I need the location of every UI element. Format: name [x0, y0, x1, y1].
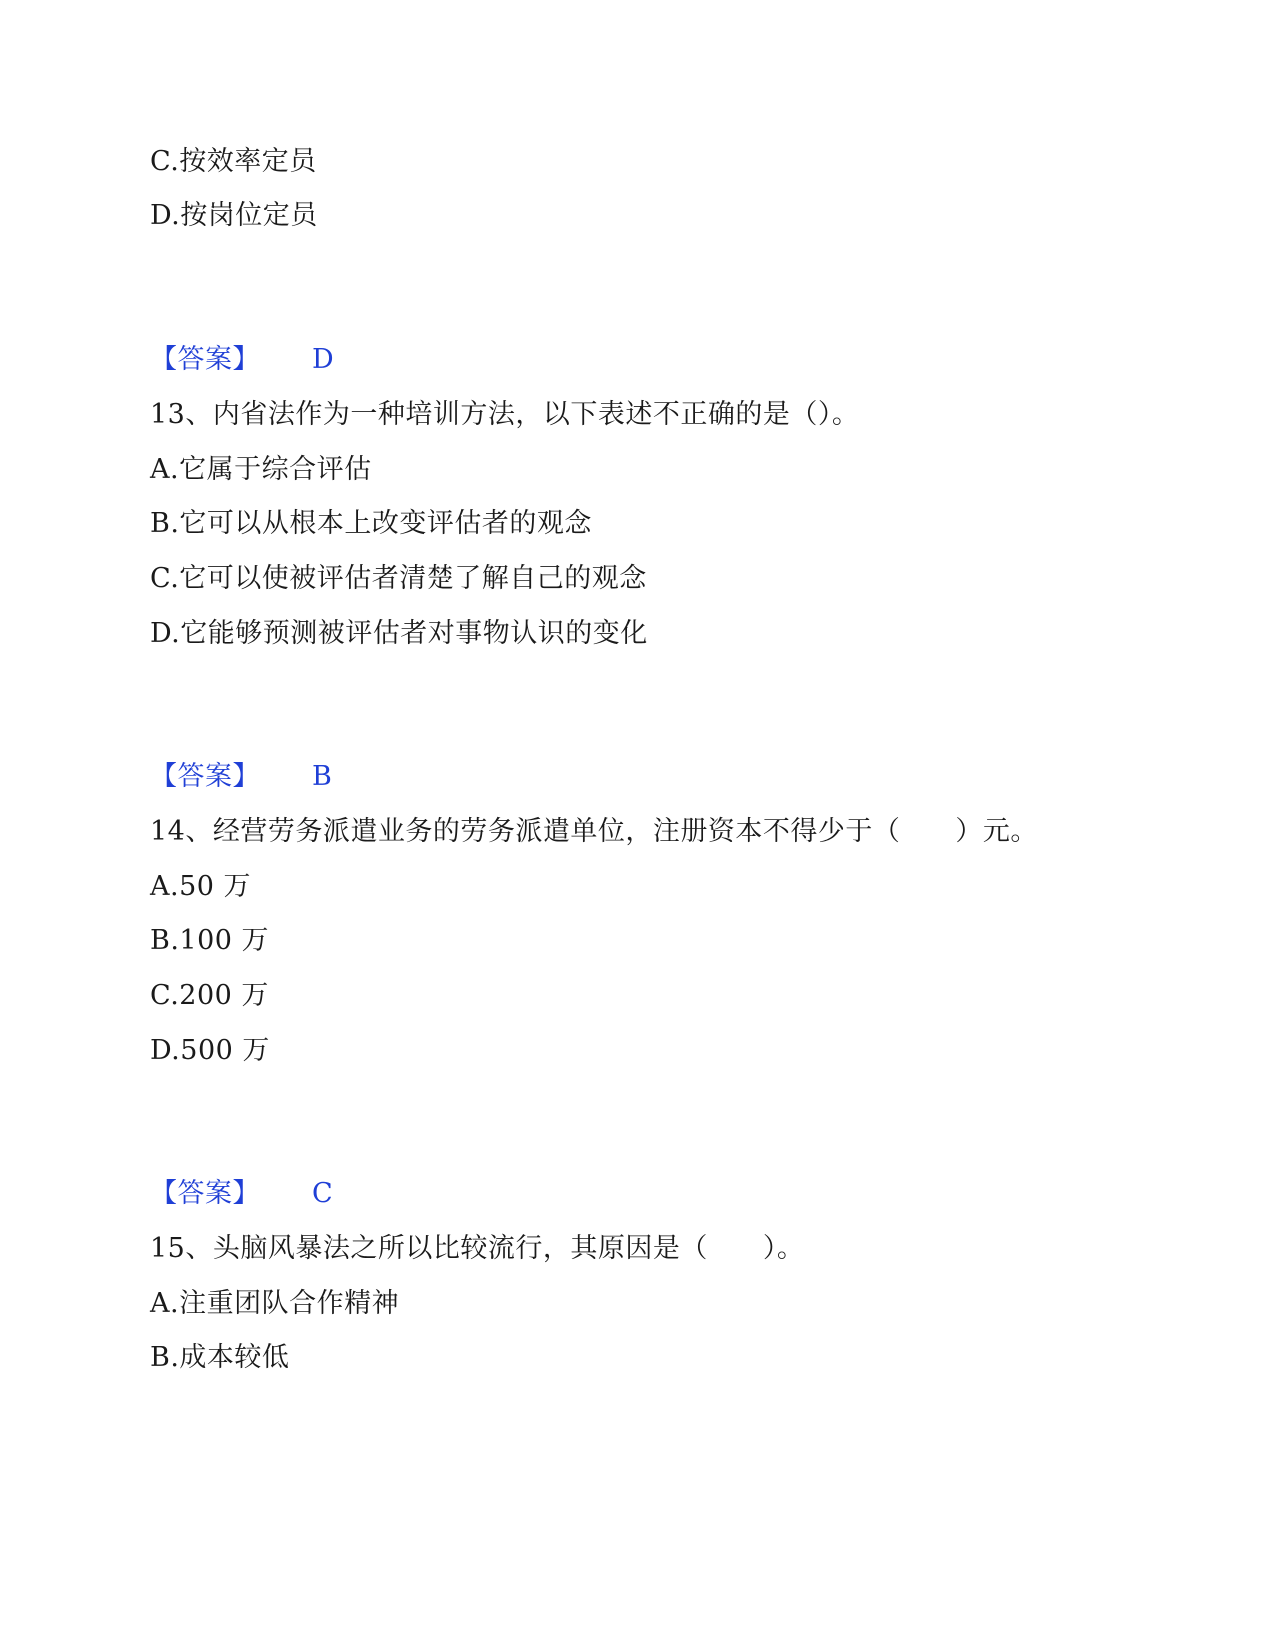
- answer-label: 【答案】: [150, 344, 260, 375]
- question-15-option-a: A.注重团队合作精神: [150, 1288, 400, 1319]
- question-13-option-c: C.它可以使被评估者清楚了解自己的观念: [150, 563, 647, 594]
- question-13-stem: 13、内省法作为一种培训方法，以下表述不正确的是（）。: [150, 399, 860, 430]
- question-13-option-b: B.它可以从根本上改变评估者的观念: [150, 508, 592, 539]
- question-13-option-a: A.它属于综合评估: [150, 454, 372, 485]
- question-15-option-b: B.成本较低: [150, 1342, 290, 1373]
- answer-label: 【答案】: [150, 1178, 260, 1209]
- question-15-stem: 15、头脑风暴法之所以比较流行，其原因是（ ）。: [150, 1233, 805, 1264]
- question-14-stem: 14、经营劳务派遣业务的劳务派遣单位，注册资本不得少于（ ）元。: [150, 816, 1038, 847]
- answer-label: 【答案】: [150, 761, 260, 792]
- answer-value: B: [312, 761, 333, 792]
- question-14-option-d: D.500 万: [150, 1035, 270, 1066]
- question-14-option-c: C.200 万: [150, 980, 269, 1011]
- answer-line: [150, 340, 334, 380]
- answer-value: C: [312, 1178, 334, 1209]
- question-14-option-b: B.100 万: [150, 925, 270, 956]
- question-14-option-a: A.50 万: [150, 871, 252, 902]
- answer-line: [150, 757, 332, 797]
- option-c: C.按效率定员: [150, 146, 317, 177]
- answer-line: [150, 1174, 333, 1214]
- question-13-option-d: D.它能够预测被评估者对事物认识的变化: [150, 618, 648, 649]
- answer-value: D: [312, 344, 335, 375]
- option-d: D.按岗位定员: [150, 200, 318, 231]
